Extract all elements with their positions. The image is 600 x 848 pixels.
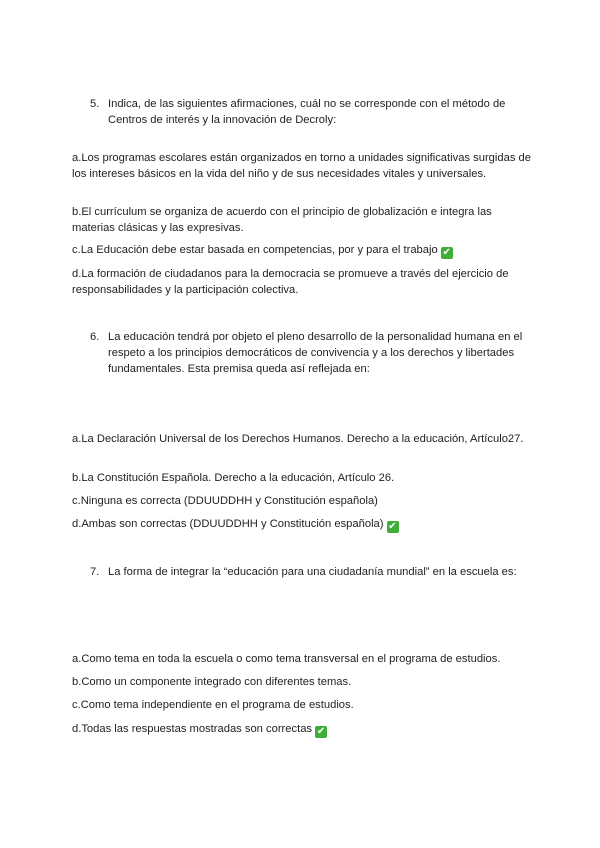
option-label: d.Todas las respuestas mostradas son correctas bbox=[72, 723, 313, 735]
option-5a[interactable] bbox=[72, 150, 534, 182]
check-mark-icon: ✔ bbox=[316, 726, 326, 737]
option-label: a.La Declaración Universal de los Derechos Humanos. Derecho a la educación, Artículo27. bbox=[72, 433, 524, 445]
option-label: d.La formación de ciudadanos para la democracia se promueve a través del ejercicio de responsabilidades y la participación colectiva. bbox=[72, 268, 509, 296]
option-5b[interactable] bbox=[72, 204, 534, 236]
option-6a[interactable] bbox=[72, 431, 534, 447]
check-mark-icon: ✔ bbox=[442, 247, 451, 258]
option-7d[interactable] bbox=[72, 721, 534, 738]
option-label: b.Como un componente integrado con diferentes temas. bbox=[72, 676, 352, 688]
option-6d[interactable] bbox=[72, 516, 534, 533]
question-5 bbox=[90, 96, 530, 128]
question-7 bbox=[90, 564, 530, 580]
question-text: La educación tendrá por objeto el pleno desarrollo de la personalidad humana en el respeto a los principios democráticos de convivencia y a los derechos y libertades fundamentales. Esta premisa queda así reflejada en: bbox=[108, 331, 523, 375]
option-label: d.Ambas son correctas (DDUUDDHH y Constitución española) bbox=[72, 518, 384, 530]
option-label: b.El currículum se organiza de acuerdo con el principio de globalización e integra las materias clásicas y las expresivas. bbox=[72, 206, 492, 234]
option-7a[interactable] bbox=[72, 651, 534, 667]
question-text: Indica, de las siguientes afirmaciones, cuál no se corresponde con el método de Centros de interés y la innovación de Decroly: bbox=[108, 98, 506, 126]
option-5c[interactable] bbox=[72, 242, 534, 259]
option-6b[interactable] bbox=[72, 470, 534, 486]
question-number: 5. bbox=[90, 98, 100, 110]
question-number: 7. bbox=[90, 566, 100, 578]
option-label: a.Como tema en toda la escuela o como tema transversal en el programa de estudios. bbox=[72, 653, 501, 665]
option-label: c.Como tema independiente en el programa de estudios. bbox=[72, 699, 354, 711]
option-label: c.La Educación debe estar basada en competencias, por y para el trabajo bbox=[72, 244, 438, 256]
question-text: La forma de integrar la “educación para una ciudadanía mundial” en la escuela es: bbox=[108, 566, 517, 578]
question-6 bbox=[90, 329, 530, 377]
option-6c[interactable] bbox=[72, 493, 534, 509]
question-number: 6. bbox=[90, 331, 100, 343]
check-mark-icon: ✔ bbox=[388, 521, 397, 532]
option-label: c.Ninguna es correcta (DDUUDDHH y Constitución española) bbox=[72, 495, 378, 507]
option-7c[interactable] bbox=[72, 697, 534, 713]
option-5d[interactable] bbox=[72, 266, 534, 298]
option-7b[interactable] bbox=[72, 674, 534, 690]
option-label: b.La Constitución Española. Derecho a la educación, Artículo 26. bbox=[72, 472, 395, 484]
option-label: a.Los programas escolares están organizados en torno a unidades significativas surgidas de los intereses básicos en la vida del niño y de sus necesidades vitales y universales. bbox=[72, 152, 531, 180]
